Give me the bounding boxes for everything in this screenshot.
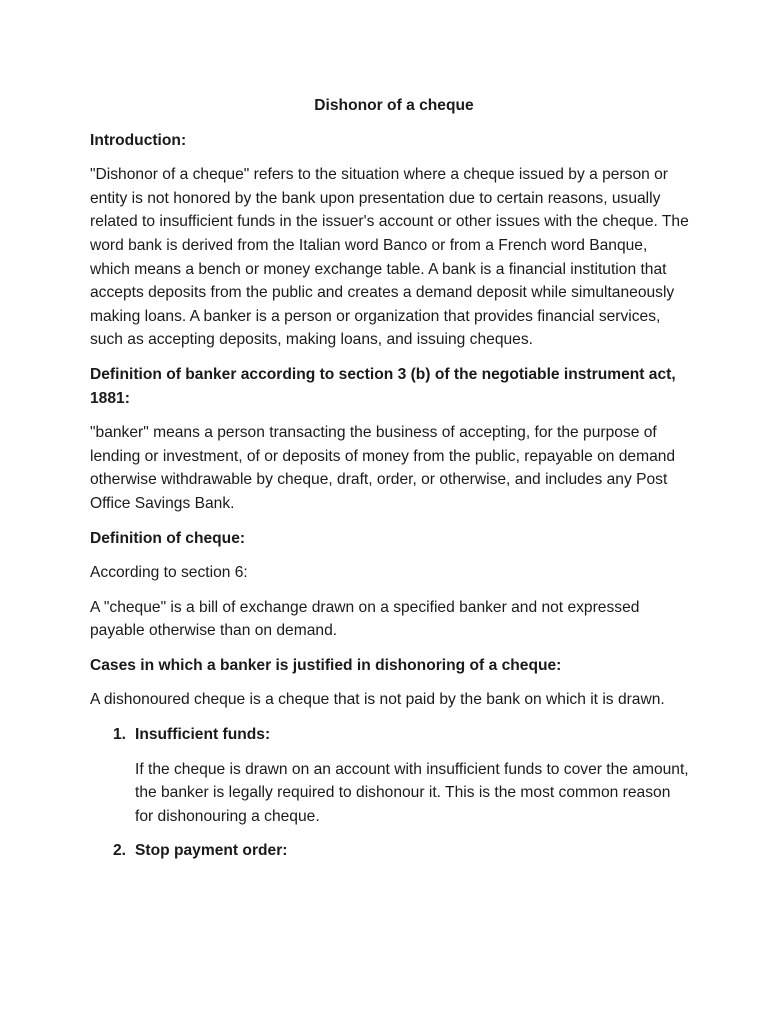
list-item xyxy=(90,839,690,863)
dishonor-cases-heading: Cases in which a banker is justified in dishonoring of a cheque: xyxy=(90,656,562,674)
list-item-title: Insufficient funds: xyxy=(135,726,271,744)
banker-definition-heading: Definition of banker according to section 3 (b) of the negotiable instrument act, 1881: xyxy=(90,365,676,407)
list-item-text: If the cheque is drawn on an account with insufficient funds to cover the amount, the banker is legally required to dishonour it. This is the most common reason for dishonouring a cheque. xyxy=(135,760,689,825)
list-item-title: Stop payment order: xyxy=(135,842,288,860)
introduction-heading: Introduction: xyxy=(90,131,187,149)
list-item xyxy=(90,723,690,828)
dishonor-cases-paragraph: A dishonoured cheque is a cheque that is not paid by the bank on which it is drawn. xyxy=(90,691,665,709)
list-item-number: 1. xyxy=(113,726,127,744)
list-item-number: 2. xyxy=(113,842,127,860)
cheque-definition-paragraph: A "cheque" is a bill of exchange drawn on a specified banker and not expressed payable otherwise than on demand. xyxy=(90,598,640,640)
introduction-paragraph: "Dishonor of a cheque" refers to the situation where a cheque issued by a person or entity is not honored by the bank upon presentation due to certain reasons, usually related to insufficient funds in the issuer's account or other issues with the cheque. The word bank is derived from the Italian word Banco or from a French word Banque, which means a bench or money exchange table. A bank is a financial institution that accepts deposits from the public and creates a demand deposit while simultaneously making loans. A banker is a person or organization that provides financial services, such as accepting deposits, making loans, and issuing cheques. xyxy=(90,166,689,349)
document-title: Dishonor of a cheque xyxy=(314,97,474,114)
dishonor-cases-list xyxy=(90,723,690,863)
document-body xyxy=(90,94,690,874)
banker-definition-paragraph: "banker" means a person transacting the business of accepting, for the purpose of lending or investment, of or deposits of money from the public, repayable on demand otherwise withdrawable by cheque, draft, order, or otherwise, and includes any Post Office Savings Bank. xyxy=(90,424,676,512)
cheque-section-reference: According to section 6: xyxy=(90,564,248,582)
cheque-definition-heading: Definition of cheque: xyxy=(90,529,246,547)
